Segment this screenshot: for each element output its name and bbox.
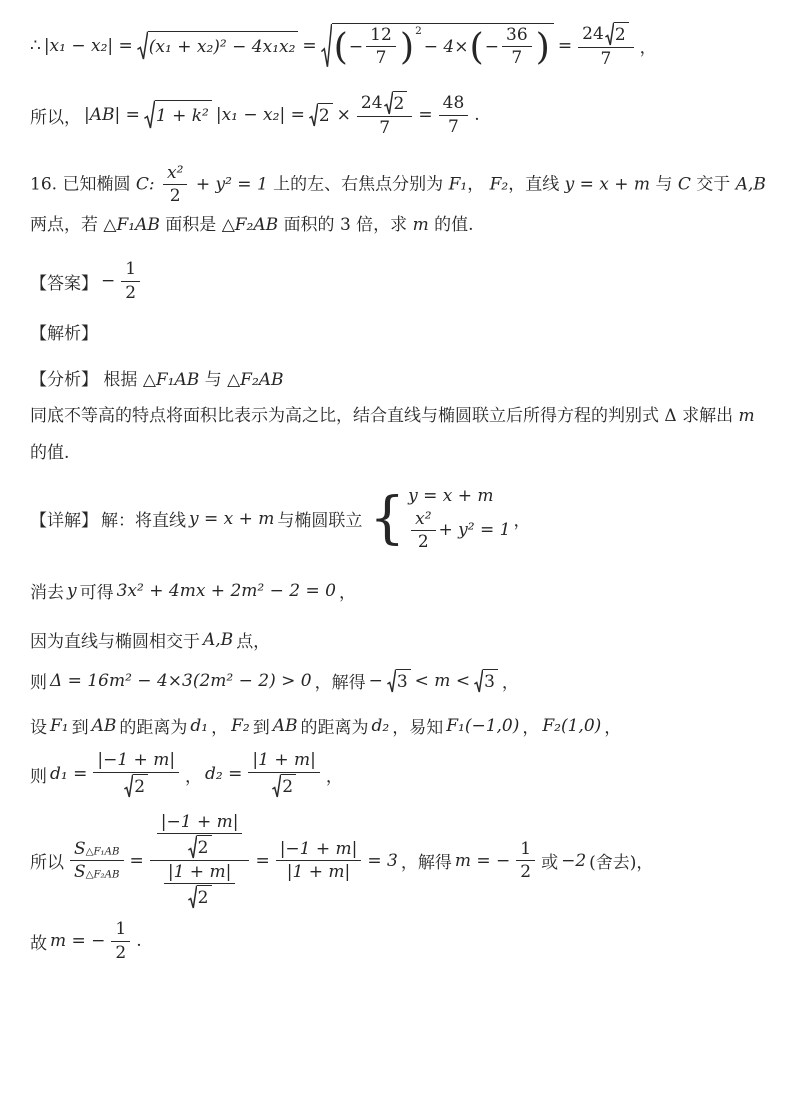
radical-icon (605, 22, 614, 46)
denominator (74, 861, 120, 882)
math-run: m = − (454, 850, 511, 871)
text-run: 解：将直线 (101, 511, 186, 532)
radicand: 2 (318, 103, 333, 127)
math-run: − 4× (423, 36, 469, 57)
denominator: 2 (115, 942, 127, 963)
radicand: 3 (483, 669, 498, 693)
sqrt-expression (309, 103, 333, 127)
text-run: 则 (30, 673, 47, 694)
numerator: 48 (439, 93, 469, 115)
conclusion-line (30, 919, 772, 963)
denominator: 2 (520, 862, 532, 883)
triangle-symbol: △ (221, 214, 235, 235)
triangle-symbol: △ (142, 369, 156, 390)
fraction (366, 25, 396, 69)
math-run: m = − (50, 931, 106, 952)
denominator: 7 (375, 48, 387, 69)
delta-symbol: Δ (664, 406, 677, 427)
number: 24 (360, 93, 383, 114)
radical-icon (474, 669, 483, 693)
math-run: d₂ (371, 715, 390, 736)
minus-sign: − (484, 36, 500, 57)
equals: = (557, 35, 573, 56)
solution-line-system (30, 486, 772, 553)
math-run: Δ = 16m² − 4×3(2m² − 2) > 0 (50, 670, 312, 691)
text-run: 到 (71, 718, 89, 739)
text-run: 可得 (79, 583, 114, 604)
numerator: 12 (366, 25, 396, 47)
subscript: △F₁AB (85, 846, 120, 858)
minus-sign: − (101, 271, 116, 291)
big-paren-close: ) (399, 24, 415, 68)
equals: = (129, 850, 144, 871)
math-run: y = x + m (189, 508, 275, 529)
math-run: F₂ (489, 174, 509, 195)
big-paren-open: ( (333, 24, 348, 68)
comma: ， (338, 583, 356, 604)
comma: ， (211, 718, 229, 739)
comma: ， (501, 673, 519, 694)
fraction (502, 25, 532, 69)
equals: = (418, 105, 433, 126)
fraction (357, 91, 412, 138)
numerator: 36 (502, 25, 532, 47)
analysis-label: 【解析】 (30, 323, 98, 344)
text-run: 交于 (696, 174, 731, 195)
math-run: C (677, 174, 691, 195)
math-run: |x₁ − x₂| = (43, 35, 133, 56)
math-run: −2 (561, 850, 587, 871)
math-run: + y² = 1 (195, 174, 268, 195)
math-run: + y² = 1 (438, 520, 511, 541)
text-run: 因为直线与椭圆相交于 (30, 632, 200, 653)
fraction (439, 93, 469, 137)
brace-symbol: { (369, 486, 406, 552)
denominator: 2 (417, 531, 429, 552)
numerator (150, 812, 250, 861)
math-run: < m < (414, 670, 471, 691)
radicand: 1 + k² (155, 100, 212, 129)
math-run: |x₁ − x₂| = (215, 105, 305, 126)
system-rows (408, 486, 510, 553)
text-run: 的值. (434, 214, 474, 235)
math-run: d₂ = (205, 764, 243, 784)
radicand: 3 (396, 669, 411, 693)
text-run: (舍去)， (589, 853, 654, 874)
denominator (187, 834, 213, 859)
radicand: 2 (281, 774, 296, 798)
denominator: 7 (511, 48, 523, 69)
radicand: 2 (133, 774, 148, 798)
text-run: 同底不等高的特点将面积比表示为高之比，结合直线与椭圆联立后所得方程的判别式 (30, 406, 659, 427)
discriminant-line (30, 668, 772, 693)
text-run: 两点，若 (30, 214, 98, 235)
numerator: 1 (111, 919, 130, 941)
distances-formula-line (30, 750, 772, 797)
denominator: 7 (448, 116, 459, 137)
text-run: 或 (541, 853, 559, 874)
math-run: F₁AB (116, 214, 160, 235)
big-paren-open: ( (469, 24, 484, 68)
problem-number: 16. 已知椭圆 (30, 174, 131, 195)
math-run: A,B (735, 174, 766, 195)
math-run: F₁(−1,0) (446, 715, 520, 736)
math-run: m (412, 214, 429, 235)
therefore-symbol: ∴ (30, 35, 41, 56)
radical-icon (272, 774, 281, 798)
math-run: d₁ = (50, 764, 88, 784)
math-run: m (738, 406, 755, 427)
text-run: 所以， (30, 107, 81, 128)
denominator: 7 (600, 49, 612, 69)
text-run: 根据 (103, 369, 138, 390)
comma: ， (467, 174, 485, 195)
radical-icon (124, 774, 133, 798)
triangle-symbol: △ (227, 369, 241, 390)
radical-icon (387, 669, 396, 693)
math-run: F₁ (50, 715, 69, 736)
equals: = (302, 35, 317, 56)
radicand: 2 (197, 835, 212, 859)
text-run: 与椭圆联立 (277, 511, 363, 532)
math-run: F₂AB (234, 214, 279, 235)
document-page (30, 22, 772, 963)
math-run: |AB| = (84, 105, 140, 126)
math-run: C: (135, 174, 155, 195)
math-run: F₂AB (240, 369, 284, 390)
text-run: ，直线 (508, 174, 560, 195)
big-paren-close: ) (535, 24, 550, 68)
radical-icon (188, 835, 197, 859)
math-run: F₂(1,0) (542, 715, 602, 736)
denominator (161, 861, 238, 909)
denominator: 7 (379, 118, 391, 139)
text-run: 的距离为 (119, 718, 188, 739)
sqrt-expression (321, 23, 554, 69)
analysis-header (30, 319, 772, 344)
numerator: |−1 + m| (276, 839, 362, 861)
text-run: 与 (204, 369, 222, 390)
distances-setup-line (30, 713, 772, 738)
text-run: 故 (30, 933, 47, 954)
equals: = (255, 850, 270, 871)
fraction (157, 812, 243, 859)
area-ratio-line (30, 812, 772, 910)
numerator: |−1 + m| (93, 750, 179, 772)
radicand: (x₁ + x₂)² − 4x₁x₂ (148, 31, 299, 60)
text-run: 消去 (30, 583, 64, 604)
sqrt-expression (188, 885, 212, 909)
math-run: A,B (203, 629, 234, 650)
xiangjie-label: 【详解】 (30, 511, 98, 532)
text-run: 则 (30, 766, 47, 787)
radical-icon (309, 103, 318, 127)
math-run: d₁ (190, 715, 209, 736)
numerator (357, 91, 412, 117)
comma: ， (604, 718, 622, 739)
text-run: ，易知 (392, 718, 444, 739)
triangle-symbol: △ (103, 214, 117, 235)
sqrt-expression (144, 100, 212, 129)
radicand: 2 (393, 91, 408, 115)
radical-icon (137, 31, 148, 60)
system-row: y = x + m (408, 485, 494, 506)
sqrt-expression (474, 669, 498, 693)
math-run: F₂ (231, 715, 250, 736)
comma: ， (185, 766, 203, 787)
text-run: 的距离为 (300, 718, 369, 739)
denominator: 2 (125, 282, 137, 303)
text-run: 求解出 (682, 406, 734, 427)
radical-icon (188, 885, 197, 909)
sqrt-expression (137, 31, 299, 60)
radicand: 2 (197, 885, 212, 909)
subscript: △F₂AB (85, 869, 120, 881)
text-run: ，解得 (314, 673, 366, 694)
comma: ， (513, 511, 531, 532)
problem-16-statement (30, 163, 772, 243)
fraction (276, 839, 362, 883)
radical-icon (144, 100, 155, 129)
math-run: y = x + m (564, 174, 651, 195)
radicand (332, 23, 554, 69)
minus-sign: − (348, 36, 364, 57)
formula-ab-length (30, 91, 772, 138)
comma: ， (639, 38, 657, 59)
analysis-paragraph (30, 362, 772, 472)
text-run: 面积的 3 倍，求 (283, 214, 408, 235)
formula-x-diff (30, 22, 772, 69)
text-run: 的值. (30, 442, 70, 463)
numerator: 1 (516, 839, 535, 861)
math-run: S (74, 838, 86, 859)
denominator: |1 + m| (286, 862, 351, 883)
numerator: x² (163, 163, 187, 185)
system-row (408, 509, 510, 553)
period: . (474, 105, 480, 126)
fraction (111, 919, 130, 963)
radical-icon (321, 23, 332, 69)
fraction (516, 839, 535, 883)
fraction (248, 750, 319, 797)
sqrt-expression (272, 774, 296, 798)
times-sign: × (336, 105, 351, 126)
fenxi-label: 【分析】 (30, 369, 98, 390)
numerator: 1 (121, 259, 140, 281)
numerator (578, 22, 633, 48)
text-run: 设 (30, 718, 47, 739)
denominator (187, 884, 213, 909)
numerator (70, 839, 124, 861)
math-run: AB (272, 715, 298, 736)
fraction (164, 862, 235, 909)
text-run: 所以 (30, 853, 64, 874)
math-run: F₁ (448, 174, 468, 195)
fraction (93, 750, 179, 797)
numerator: |1 + m| (164, 862, 235, 884)
numerator: |−1 + m| (157, 812, 243, 834)
nested-fraction (150, 812, 250, 910)
intersect-line (30, 627, 772, 652)
fraction (411, 509, 435, 553)
text-run: ，解得 (400, 853, 452, 874)
math-run: F₁AB (155, 369, 200, 390)
superscript: 2 (415, 24, 422, 37)
sqrt-expression (188, 835, 212, 859)
text-run: 到 (252, 718, 270, 739)
radicand: 2 (614, 22, 629, 46)
sqrt-expression (387, 669, 411, 693)
radical-icon (384, 91, 393, 115)
sqrt-expression (605, 22, 629, 46)
fraction (163, 163, 187, 207)
eliminate-y-line (30, 578, 772, 603)
comma: ， (325, 766, 343, 787)
numerator: x² (411, 509, 435, 531)
minus-sign: − (368, 670, 383, 691)
text-run: 面积是 (165, 214, 217, 235)
denominator (123, 773, 149, 798)
answer-line (30, 259, 772, 303)
comma: ， (522, 718, 540, 739)
sqrt-expression (384, 91, 408, 115)
number: 24 (582, 23, 604, 44)
math-run: AB (91, 715, 117, 736)
period: . (136, 931, 142, 952)
equation-system (369, 486, 510, 553)
sqrt-expression (124, 774, 148, 798)
s-ratio-fraction (70, 839, 124, 883)
text-run: 上的左、右焦点分别为 (273, 174, 444, 195)
math-run: 3x² + 4mx + 2m² − 2 = 0 (116, 580, 336, 601)
math-run: y (67, 580, 77, 601)
math-run: = 3 (367, 850, 398, 871)
numerator: |1 + m| (248, 750, 319, 772)
answer-label: 【答案】 (30, 273, 98, 294)
text-run: 与 (655, 174, 673, 195)
fraction (578, 22, 633, 69)
denominator: 2 (169, 186, 181, 207)
fraction (121, 259, 140, 303)
text-run: 点， (236, 632, 271, 653)
math-run: S (74, 862, 86, 883)
denominator (271, 773, 297, 798)
